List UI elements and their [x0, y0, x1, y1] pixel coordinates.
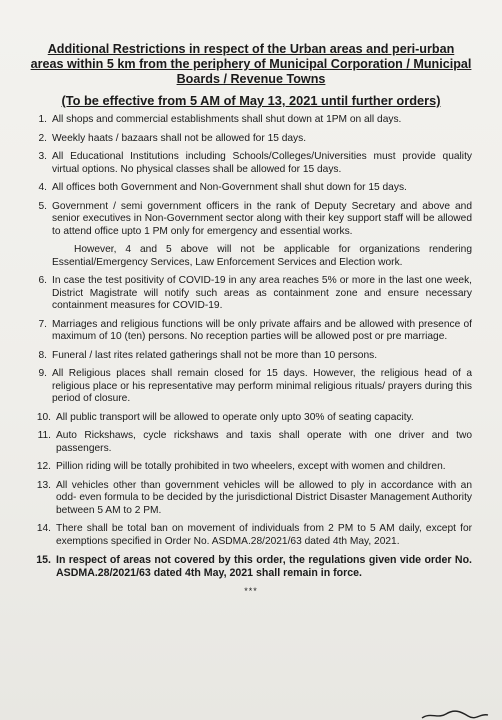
effective-date: (To be effective from 5 AM of May 13, 2021 until further orders) [61, 93, 441, 108]
list-item: 14. There shall be total ban on movement of individuals from 2 PM to 5 AM daily, except for exemptions specified in Order No. ASDMA.28/2021/63 dated 4th May, 2021. [36, 523, 472, 547]
end-mark: *** [244, 586, 258, 596]
list-item: 13. All vehicles other than government vehicles will be allowed to ply in accordance with an odd- even formula to be decided by the jurisdictional District Disaster Management Authority between 5 AM to 2 PM. [36, 479, 472, 516]
list-item: 10. All public transport will be allowed to operate only upto 30% of seating capacity. [36, 411, 414, 423]
document-title: Additional Restrictions in respect of the Urban areas and peri-urban areas within 5 km from the periphery of Municipal Corporation / Municipal Boards / Revenue Towns [30, 42, 472, 86]
list-item: 6. In case the test positivity of COVID-19 in any area reaches 5% or more in the last one week, District Magistrate will notify such areas as containment zone and ensure necessary containment measures for COVID-19. [38, 275, 472, 311]
list-item: 9. All Religious places shall remain closed for 15 days. However, the religious head of a religious place or his representative may perform minimal religious rituals/ prayers during this period of closure. [38, 368, 472, 404]
list-item: 5. Government / semi government officers in the rank of Deputy Secretary and above and senior executives in Non-Government sector along with their key support staff will be allowed to attend office upto 1 PM only for emergency and essential works. However, 4 and 5 above will not be applicable for organizations rendering Essential/Emergency Services, Law Enforcement Services and Election work. [38, 200, 472, 268]
list-item: 3. All Educational Institutions including Schools/Colleges/Universities must provide quality virtual options. No physical classes shall be allowed for 15 days. [38, 151, 472, 175]
list-item: 12. Pillion riding will be totally prohibited in two wheelers, except with women and children. [36, 461, 446, 472]
signature-mark [420, 708, 490, 720]
list-item: 1. All shops and commercial establishments shall shut down at 1PM on all days. [38, 114, 402, 125]
exemption-note: However, 4 and 5 above will not be applicable for organizations rendering Essential/Emergency Services, Law Enforcement Services and Election work. [52, 244, 472, 268]
list-item: 4. All offices both Government and Non-Government shall shut down for 15 days. [38, 182, 407, 193]
list-item: 11. Auto Rickshaws, cycle rickshaws and taxis shall operate with one driver and two passengers. [37, 430, 472, 454]
item-text: Government / semi government officers in the rank of Deputy Secretary and above and senior executives in Non-Government sector along with their key support staff will be allowed to attend office upto 1 PM only for emergency and essential works. [52, 200, 472, 237]
restrictions-list [30, 114, 472, 580]
list-item: 2. Weekly haats / bazaars shall not be allowed for 15 days. [38, 132, 307, 144]
list-item: 8. Funeral / last rites related gatherings shall not be more than 10 persons. [38, 349, 378, 361]
list-item: 7. Marriages and religious functions will be only private affairs and be allowed with presence of maximum of 10 (ten) persons. No reception parties will be allowed post or pre marriage. [38, 318, 472, 342]
list-item: 15. In respect of areas not covered by this order, the regulations given vide order No. ASDMA.28/2021/63 dated 4th May, 2021 shall remain in force. [36, 554, 472, 579]
